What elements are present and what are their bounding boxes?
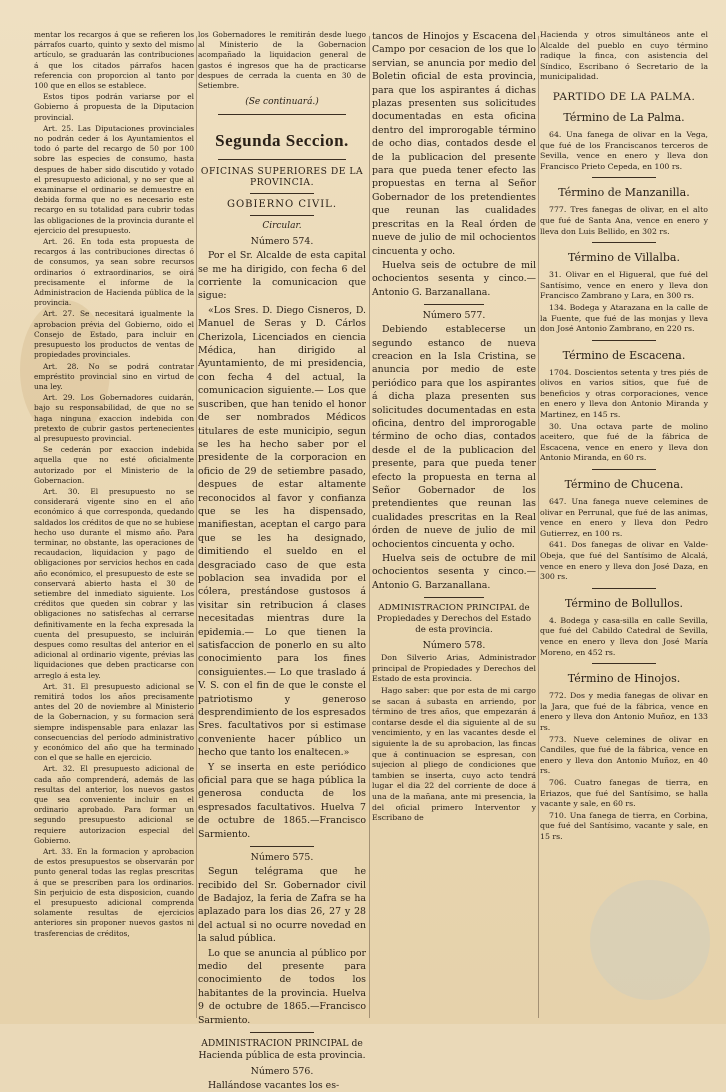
article: Art. 29. Los Gobernadores cuidarán, bajo su responsabilidad, de que no se haga ninguna exaccion indebida con pretexto de cubrir gastos pertenecientes al presupuesto provincial. bbox=[34, 393, 194, 443]
paragraph: Huelva seis de octubre de mil ochocientos sesenta y cinco.—Antonio G. Barzanallana. bbox=[372, 553, 536, 591]
column-4 bbox=[540, 30, 708, 1020]
property-item: 773. Nueve celemines de olivar en Candiles, que fué de la fábrica, vence en enero y lleva don Antonio Muñoz, en 40 rs. bbox=[540, 734, 708, 776]
divider bbox=[592, 177, 656, 178]
divider bbox=[592, 588, 656, 589]
property-item: 134. Bodega y Atarazana en la calle de la Fuente, que fué de las monjas y lleva don José Antonio Zambrano, en 220 rs. bbox=[540, 302, 708, 334]
divider bbox=[424, 597, 484, 598]
admin-heading: ADMINISTRACION PRINCIPAL de Hacienda pública de esta provincia. bbox=[198, 1037, 366, 1061]
divider bbox=[250, 846, 314, 847]
divider bbox=[592, 663, 656, 664]
paragraph: tancos de Hinojos y Escacena del Campo por cesacion de los que lo servian, se anuncia por medio del Boletin oficial de esta provincia, para que los aspirantes á dichas plazas presenten sus solicitudes documentadas en esta oficina dentro del improrogable término de ocho dias, contados desde el de la publicacion del presente para que pueda tener efecto las propuestas en terna al Señor Gobernador de los pretendientes que reunan las cualidades prescritas en la Real órden de nueve de julio de mil ochocientos cincuenta y ocho. bbox=[372, 31, 536, 257]
property-item: 777. Tres fanegas de olivar, en el alto que fué de Santa Ana, vence en enero y lleva don Luis Bellido, en 302 rs. bbox=[540, 205, 708, 236]
paragraph: Huelva seis de octubre de mil ochocientos sesenta y cinco.—Antonio G. Barzanallana. bbox=[372, 259, 536, 298]
property-item: 31. Olivar en el Higueral, que fué del Santísimo, vence en enero y lleva don Francisco Zambrano y Lara, en 300 rs. bbox=[540, 270, 708, 301]
property-item: 64. Una fanega de olivar en la Vega, que fué de los Franciscanos terceros de Sevilla, vence en enero y lleva don Francisco Prieto Cepeda, en 100 rs. bbox=[540, 129, 708, 171]
circular-label: Circular. bbox=[262, 221, 302, 232]
paragraph: Segun telégrama que he recibido del Sr. Gobernador civil de Badajoz, la feria de Zafra se ha aplazado para los dias 26, 27 y 28 del actual si no ocurre novedad en la salud pública. bbox=[198, 866, 366, 945]
term-heading: Término de Manzanilla. bbox=[558, 186, 690, 200]
term-heading: Término de Escacena. bbox=[562, 348, 686, 362]
paragraph: Por el Sr. Alcalde de esta capital se me ha dirigido, con fecha 6 del corriente la comunicacion que sigue: bbox=[198, 250, 366, 302]
property-item: 647. Una fanega nueve celemines de olivar en Perrunal, que fué de las animas, vence en enero y lleva don Pedro Gutierrez, en 100 rs. bbox=[540, 497, 708, 538]
notice-number: Número 576. bbox=[250, 1065, 314, 1077]
paragraph: Y se inserta en este periódico oficial para que se haga pública la generosa conducta de los espresados facultativos. Huelva 7 de octubre de 1865.—Francisco Sarmiento. bbox=[198, 761, 366, 840]
property-item: 706. Cuatro fanegas de tierra, en Eriazos, que fué del Santísimo, se halla vacante y sale, en 60 rs. bbox=[540, 777, 708, 809]
divider bbox=[250, 1032, 314, 1033]
paragraph: Hacienda y otros simultáneos ante el Alcalde del pueblo en cuyo término radique la finca, con asistencia del Síndico, Escribano ó Secretario de la municipalidad. bbox=[540, 30, 708, 82]
property-item: 641. Dos fanegas de olivar en Valde-Obeja, que fué del Santísimo de Alcalá, vence en enero y lleva don José Daza, en 300 rs. bbox=[540, 540, 708, 582]
to-be-continued: (Se continuará.) bbox=[245, 97, 319, 108]
column-rule bbox=[369, 36, 370, 1018]
property-item: 710. Una fanega de tierra, en Corbina, que fué del Santísimo, vacante y sale, en 15 rs. bbox=[540, 810, 708, 841]
paragraph: Debiendo establecerse un segundo estanco de nueva creacion en la Isla Cristina, se anuncia por medio de este periódico para que los aspirantes á dicha plaza presenten sus solicitudes documentadas en esta oficina, dentro del improrogable término de ocho dias, contados desde el de la publicacion del presente, para que pueda tener efecto la propuesta en terna al Señor Gobernador de los pretendientes que reunan las cualidades prescritas en la Real órden de nueve de julio de mil ochocientos cincuenta y ocho. bbox=[372, 324, 536, 550]
paragraph: mentar los recargos á que se refieren los párrafos cuarto, quinto y sexto del mismo artículo, se graduarán las contribuciones á que los citados párrafos hacen referencia con proporcion al tanto por 100 que en ellos se establece. bbox=[34, 30, 194, 91]
paragraph: los Gobernadores le remitirán desde luego al Ministerio de la Gobernacion acompañado la liquidacion general de gastos é ingresos que ha de practicarse despues de cerrada la cuenta en 30 de Setiembre. bbox=[198, 30, 366, 91]
divider bbox=[424, 304, 484, 305]
article: Art. 26. En toda esta propuesta de recargos á las contribuciones directas ó de consumos, ya sean sobre recursos ordinarios ó extraordinarios, se oirá precisamente el informe de la Administracion de Hacienda pública de la provincia. bbox=[34, 237, 194, 308]
office-heading: OFICINAS SUPERIORES DE LA PROVINCIA. bbox=[200, 166, 364, 189]
article: Art. 28. No se podrá contratar empréstito provincial sino en virtud de una ley. bbox=[34, 361, 194, 391]
article: Art. 27. Se necesitará igualmente la aprobacion prévia del Gobierno, oido el Consejo de Estado, para incluir en presupuesto los productos de ventas de propiedades provinciales. bbox=[34, 309, 194, 360]
divider bbox=[250, 193, 314, 194]
column-rule bbox=[538, 36, 539, 1018]
notice-number: Número 578. bbox=[422, 640, 486, 652]
article: Art. 33. En la formacion y aprobacion de estos presupuestos se observarán por punto general todas las reglas prescritas á que se prescriben para los ordinarios. Sin perjuicio de esta disposicion, cuando el presupuesto adicional comprenda solamente resultas de ejercicios anteriores sin proponer nuevos gastos ni trasferencias de créditos, bbox=[34, 847, 194, 938]
divider bbox=[218, 114, 346, 115]
partido-heading: PARTIDO DE LA PALMA. bbox=[552, 90, 696, 103]
divider bbox=[592, 242, 656, 243]
paragraph: Hago saber: que por esta de mi cargo se sacan á subasta en arriendo, por término de tres años, que empezarán á contarse desde el dia siguiente al de su vencimiento, y en las vacantes desde el siguiente la de su aprobacion, las fincas que á continuacion se espresan, con sujecion al pliego de condiciones que tambien se inserta, cuyo acto tendrá lugar el dia 22 del corriente de doce á una de la mañana, ante mi presencia, la del oficial primero Interventor y Escribano de bbox=[372, 686, 536, 823]
paragraph: Se cederán por exaccion indebida aquella que no esté oficialmente autorizado por el Ministerio de la Gobernacion. bbox=[34, 445, 194, 485]
term-heading: Término de Hinojos. bbox=[567, 672, 681, 686]
gobierno-heading: GOBIERNO CIVIL. bbox=[226, 199, 338, 211]
term-heading: Término de La Palma. bbox=[563, 110, 685, 124]
paragraph: Lo que se anuncia al público por medio del presente para conocimiento de todos los habitantes de la provincia. Huelva 9 de octubre de 1865.—Francisco Sarmiento. bbox=[198, 947, 366, 1026]
article: Art. 32. El presupuesto adicional de cada año comprenderá, además de las resultas del anterior, los nuevos gastos que sea conveniente incluir en el ordinario aprobado. Para formar un segundo presupuesto adicional se requiere autorizacion especial del Gobierno. bbox=[34, 764, 194, 845]
paragraph: Estos tipos podrán variarse por el Gobierno á propuesta de la Diputacion provincial. bbox=[34, 92, 194, 122]
divider bbox=[250, 215, 314, 216]
column-1 bbox=[34, 30, 194, 1020]
term-heading: Término de Villalba. bbox=[568, 251, 680, 265]
notice-number: Número 577. bbox=[422, 310, 486, 322]
column-rule bbox=[196, 36, 197, 1018]
divider bbox=[218, 159, 346, 160]
paragraph: «Los Sres. D. Diego Cisneros, D. Manuel de Seras y D. Cárlos Cherizola, Licenciados en ciencia Médica, han dirigido al Ayuntamiento, de mi presidencia, con fecha 4 del actual, la comunicacion siguiente.— Los que suscriben, que han tenido el honor de ser nombrados Médicos titulares de este municipio, segun se les ha hecho saber por el presidente de la corporacion en oficio de 29 de setiembre pasado, despues de estar altamente reconocidos al favor y confianza que se les ha dispensado, manifiestan, aceptan el cargo para que se les ha designado, dimitiendo el sueldo en el desgraciado caso de que esta poblacion sea invadida por el cólera, prestándose gustosos á visitar sin retribucion á clases necesitadas mientras dure la epidemia.— Lo que tienen la satisfaccion de ponerlo en su alto conocimiento para los fines consiguientes.— Lo que traslado á V. S. con el fin de que le conste el patriotismo y generoso desprendimiento de los espresados Sres. facultativos por si estimase conveniente hacer público un hecho que tanto los enaltecen.» bbox=[198, 304, 366, 759]
admin-heading: ADMINISTRACION PRINCIPAL de Propiedades y Derechos del Estado de esta provincia. bbox=[376, 603, 532, 636]
paragraph: Hallándose vacantes los es- bbox=[208, 1079, 340, 1091]
paragraph: Don Silverio Arias, Administrador principal de Propiedades y Derechos del Estado de esta provincia. bbox=[372, 653, 536, 684]
section-title: Segunda Seccion. bbox=[215, 131, 349, 151]
property-item: 4. Bodega y casa-silla en calle Sevilla, que fué del Cabildo Catedral de Sevilla, vence en enero y lleva don José María Moreno, en 452 rs. bbox=[540, 615, 708, 657]
article: Art. 25. Las Diputaciones provinciales no podrán ceder á los Ayuntamientos el todo ó parte del recargo de 50 por 100 sobre las especies de consumo, hasta despues de haber sido discutido y votado el presupuesto adicional, y no ser que al examinarse el ordinario se demuestre en debida forma que no es necesario este recargo en su totalidad para cubrir todas las obligaciones de la provincia durante el ejercicio del presupuesto. bbox=[34, 123, 194, 235]
article: Art. 30. El presupuesto no se considerará vigente sino en el año económico á que corresponda, quedando saldados los créditos de que no se hubiese hecho uso durante el mismo año. Para terminar, no obstante, las operaciones de recaudacion, liquidacion y pago de obligaciones por servicios hechos en cada año económico, el presupuesto de este se conservará abierto hasta el 30 de setiembre del inmediato siguiente. Los créditos que queden sin cobrar y las obligaciones no satisfechas al cerrarse definitivamente en la fecha expresada la cuenta del presupuesto, se incluirán despues como resultas del anterior en el adicional al ordinario vigente, prévias las liquidaciones que deben practicarse con arreglo á esta ley. bbox=[34, 486, 194, 680]
property-item: 1704. Doscientos setenta y tres piés de olivos en varios sitios, que fué de beneficios y otras corporaciones, vence en enero y lleva don Antonio Miranda y Martinez, en 145 rs. bbox=[540, 367, 708, 420]
column-3 bbox=[372, 30, 536, 1020]
term-heading: Término de Bollullos. bbox=[564, 596, 684, 610]
term-heading: Término de Chucena. bbox=[564, 478, 684, 492]
divider bbox=[592, 469, 656, 470]
article: Art. 31. El presupuesto adicional se remitirá todos los años precisamente antes del 20 de noviembre al Ministerio de la Gobernacion, y su formacion será siempre indispensable para enlazar las consecuencias del período administrativo y económico del año que ha terminado con el que se halle en ejercicio. bbox=[34, 681, 194, 763]
column-2 bbox=[198, 30, 366, 1091]
property-item: 30. Una octava parte de molino aceitero, que fué de la fábrica de Escacena, vence en enero y lleva don Antonio Miranda, en 60 rs. bbox=[540, 421, 708, 463]
property-listings bbox=[540, 111, 708, 843]
divider bbox=[592, 340, 656, 341]
property-item: 772. Dos y media fanegas de olivar en la Jara, que fué de la fábrica, vence en enero y lleva don Antonio Muñoz, en 133 rs. bbox=[540, 691, 708, 732]
notice-number: Número 574. bbox=[250, 236, 314, 248]
notice-number: Número 575. bbox=[250, 852, 314, 864]
